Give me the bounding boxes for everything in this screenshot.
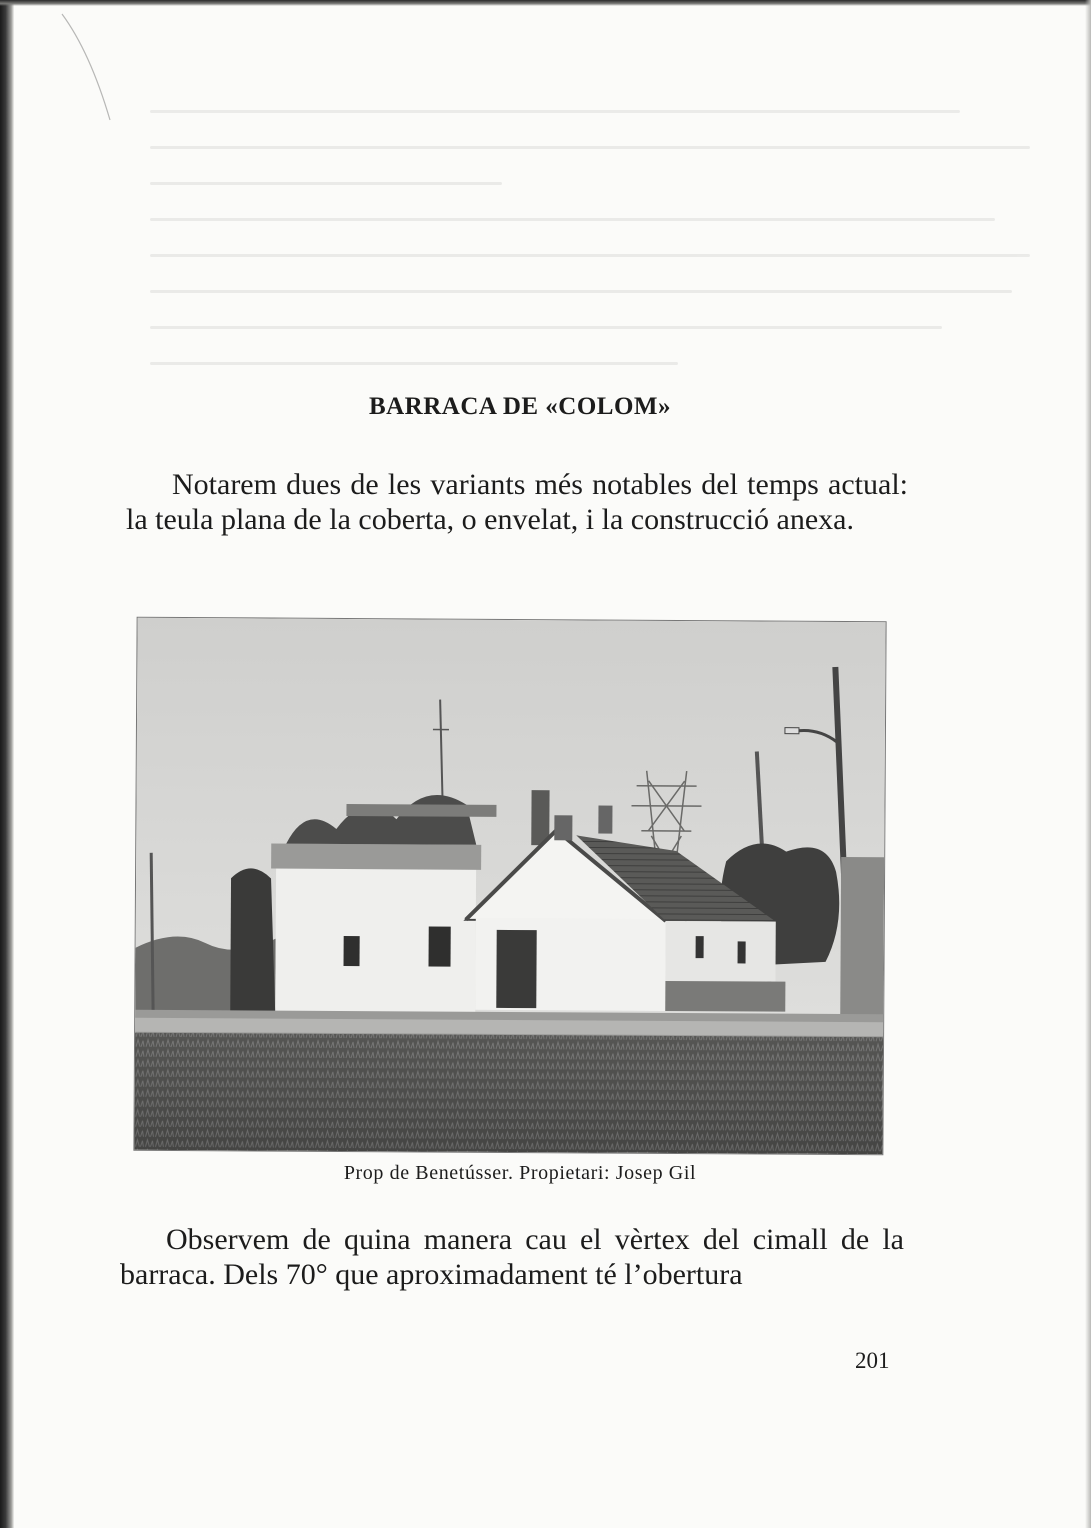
top-edge-shadow: [0, 0, 1091, 6]
photo-caption: Prop de Benetússer. Propietari: Josep Gil: [343, 1162, 697, 1184]
section-heading: BARRACA DE «COLOM»: [368, 393, 672, 420]
right-edge-shadow: [1085, 0, 1091, 1528]
paragraph-intro: Notarem dues de les variants més notables del temps actual: la teula plana de la coberta, o envelat, i la construcció anexa.: [126, 468, 908, 536]
binding-edge: [0, 0, 14, 1528]
paragraph-continuation: Observem de quina manera cau el vèrtex del cimall de la barraca. Dels 70° que aproximadament té l’obertura: [120, 1223, 904, 1291]
bleed-through: [150, 110, 1030, 410]
page-crease: [60, 12, 120, 122]
photo-illustration: [134, 618, 885, 1155]
page-number: 201: [855, 1348, 890, 1373]
barraca-photo: [133, 617, 886, 1156]
